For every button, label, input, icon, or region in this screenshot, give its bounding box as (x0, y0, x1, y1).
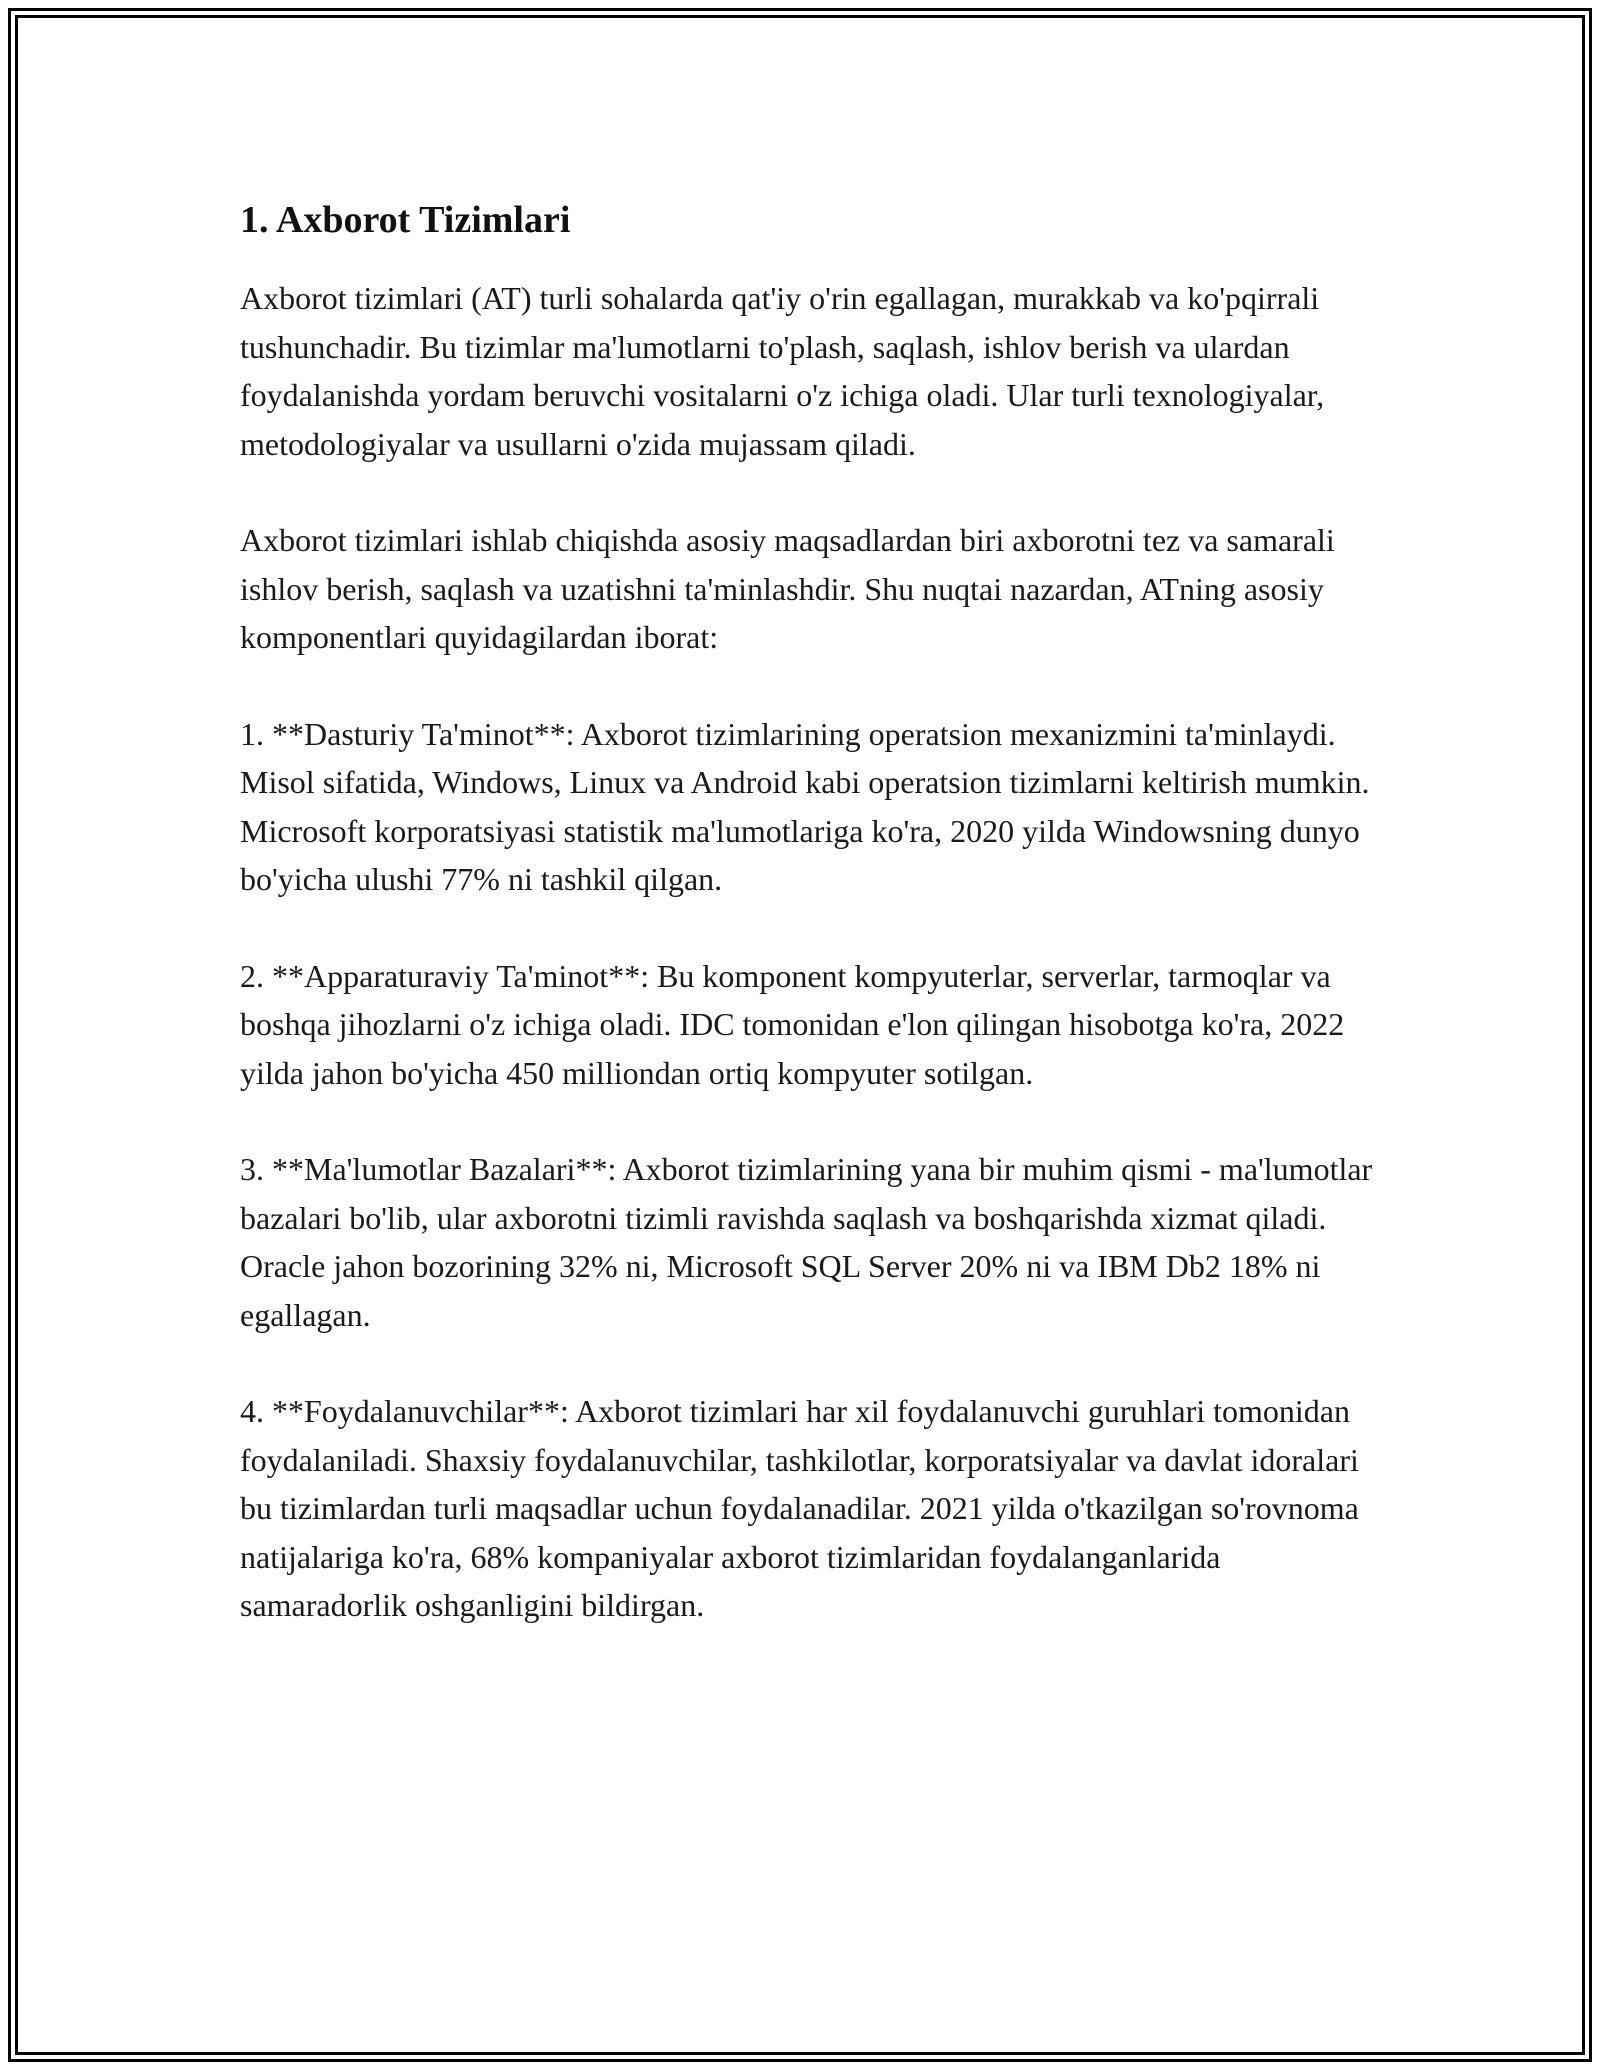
document-body (240, 196, 1390, 1678)
list-item-software: 1. **Dasturiy Ta'minot**: Axborot tizimlarining operatsion mexanizmini ta'minlaydi. Misol sifatida, Windows, Linux va Android kabi operatsion tizimlarni keltirish mumkin. Microsoft korporatsiyasi statistik ma'lumotlariga ko'ra, 2020 yilda Windowsning dunyo bo'yicha ulushi 77% ni tashkil qilgan. (240, 715, 1370, 897)
paragraph-components-intro: Axborot tizimlari ishlab chiqishda asosiy maqsadlardan biri axborotni tez va samarali ishlov berish, saqlash va uzatishni ta'minlashdir. Shu nuqtai nazardan, ATning asosiy komponentlari quyidagilardan iborat: (240, 522, 1335, 655)
list-item-users: 4. **Foydalanuvchilar**: Axborot tizimlari har xil foydalanuvchi guruhlari tomonidan foydalaniladi. Shaxsiy foydalanuvchilar, tashkilotlar, korporatsiyalar va davlat idoralari bu tizimlardan turli maqsadlar uchun foydalanadilar. 2021 yilda o'tkazilgan so'rovnoma natijalariga ko'ra, 68% kompaniyalar axborot tizimlaridan foydalanganlarida samaradorlik oshganligini bildirgan. (240, 1393, 1359, 1623)
section-heading: 1. Axborot Tizimlari (240, 199, 571, 241)
paragraph-intro: Axborot tizimlari (AT) turli sohalarda qat'iy o'rin egallagan, murakkab va ko'pqirrali tushunchadir. Bu tizimlar ma'lumotlarni to'plash, saqlash, ishlov berish va ulardan foydalanishda yordam beruvchi vositalarni o'z ichiga oladi. Ular turli texnologiyalar, metodologiyalar va usullarni o'zida mujassam qiladi. (240, 280, 1325, 462)
list-item-databases: 3. **Ma'lumotlar Bazalari**: Axborot tizimlarining yana bir muhim qismi - ma'lumotlar bazalari bo'lib, ular axborotni tizimli ravishda saqlash va boshqarishda xizmat qiladi. Oracle jahon bozorining 32% ni, Microsoft SQL Server 20% ni va IBM Db2 18% ni egallagan. (240, 1151, 1373, 1333)
list-item-hardware: 2. **Apparaturaviy Ta'minot**: Bu komponent kompyuterlar, serverlar, tarmoqlar va boshqa jihozlarni o'z ichiga oladi. IDC tomonidan e'lon qilingan hisobotga ko'ra, 2022 yilda jahon bo'yicha 450 milliondan ortiq kompyuter sotilgan. (240, 957, 1345, 1091)
page-border-outer (8, 8, 1592, 2062)
page-border-inner (15, 15, 1585, 2055)
